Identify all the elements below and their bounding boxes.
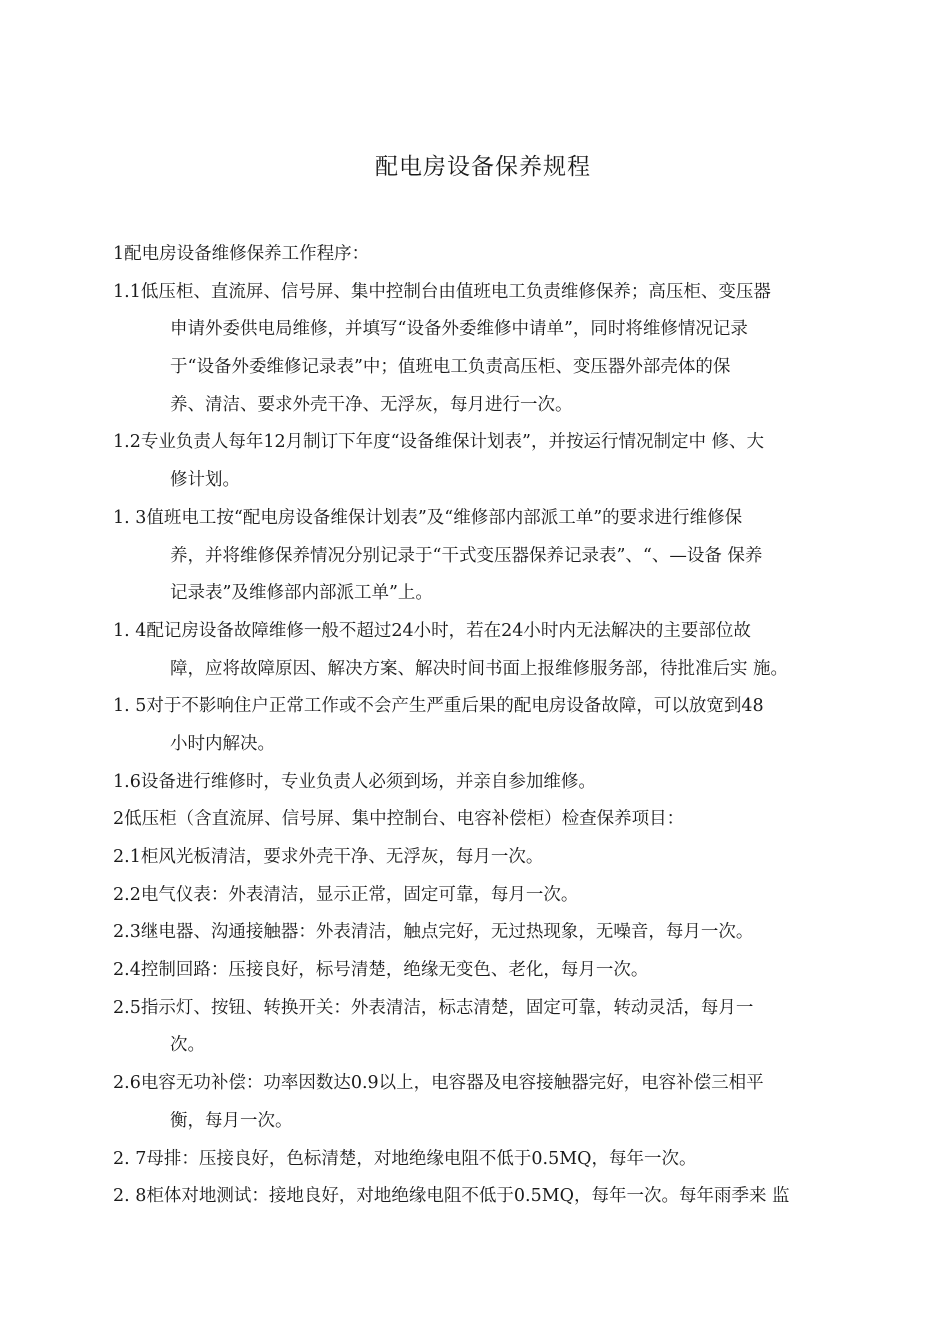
paragraph-line: 2.1柜风光板清洁，要求外壳干净、无浮灰，每月一次。 xyxy=(113,847,544,867)
paragraph-continuation-line: 养、清洁、要求外壳干净、无浮灰，每月进行一次。 xyxy=(170,394,573,415)
paragraph-continuation-line: 次。 xyxy=(170,1035,205,1056)
paragraph-line: 2.4控制回路：压接良好，标号清楚，绝缘无变色、老化，每月一次。 xyxy=(113,960,649,981)
paragraph-line: 2.6电容无功补偿：功率因数达0.9以上，电容器及电容接触器完好，电容补偿三相平 xyxy=(113,1073,764,1094)
paragraph-line: 2.3继电器、沟通接触器：外表清洁，触点完好，无过热现象，无噪音，每月一次。 xyxy=(113,922,754,943)
document-body xyxy=(113,236,873,1216)
paragraph-continuation-line: 养，并将维修保养情况分别记录于“干式变压器保养记录表”、“、—设备 保养 xyxy=(170,545,763,566)
page-title: 配电房设备保养规程 xyxy=(375,154,591,180)
paragraph-line: 2. 7母排：压接良好，色标清楚，对地绝缘电阻不低于0.5MQ，每年一次。 xyxy=(113,1148,697,1169)
paragraph-line: 2. 8柜体对地测试：接地良好，对地绝缘电阻不低于0.5MQ，每年一次。每年雨季来 监 xyxy=(113,1186,790,1207)
paragraph-continuation-line: 记录表”及维修部内部派工单”上。 xyxy=(170,583,433,604)
paragraph-continuation-line: 于“设备外委维修记录表”中；值班电工负责高压柜、变压器外部壳体的保 xyxy=(170,357,731,378)
paragraph-line: 1.1低压柜、直流屏、信号屏、集中控制台由值班电工负责维修保养；高压柜、变压器 xyxy=(113,281,771,302)
paragraph-line: 2低压柜（含直流屏、信号屏、集中控制台、电容补偿柜）检查保养项目： xyxy=(113,809,685,830)
paragraph-continuation-line: 修计划。 xyxy=(170,470,240,491)
paragraph-continuation-line: 障，应将故障原因、解决方案、解决时间书面上报维修服务部，待批准后实 施。 xyxy=(170,658,789,679)
paragraph-continuation-line: 小时内解决。 xyxy=(170,733,275,754)
paragraph-line: 1. 5对于不影响住户正常工作或不会产生严重后果的配电房设备故障，可以放宽到48 xyxy=(113,696,764,717)
paragraph-line: 1配电房设备维修保养工作程序： xyxy=(113,244,370,264)
paragraph-line: 1.2专业负责人每年12月制订下年度“设备维保计划表”，并按运行情况制定中 修、大 xyxy=(113,432,765,453)
paragraph-line: 1. 4配记房设备故障维修一般不超过24小时，若在24小时内无法解决的主要部位故 xyxy=(113,620,751,641)
paragraph-line: 2.5指示灯、按钮、转换开关：外表清洁，标志清楚，固定可靠，转动灵活，每月一 xyxy=(113,997,754,1018)
paragraph-line: 1. 3值班电工按“配电房设备维保计划表”及“维修部内部派工单”的要求进行维修保 xyxy=(113,507,743,528)
paragraph-line: 2.2电气仪表：外表清洁，显示正常，固定可靠，每月一次。 xyxy=(113,884,579,905)
paragraph-line: 1.6设备进行维修时，专业负责人必须到场，并亲自参加维修。 xyxy=(113,771,596,792)
paragraph-continuation-line: 衡，每月一次。 xyxy=(170,1110,293,1131)
paragraph-continuation-line: 申请外委供电局维修，并填写“设备外委维修中请单”，同时将维修情况记录 xyxy=(170,319,748,340)
